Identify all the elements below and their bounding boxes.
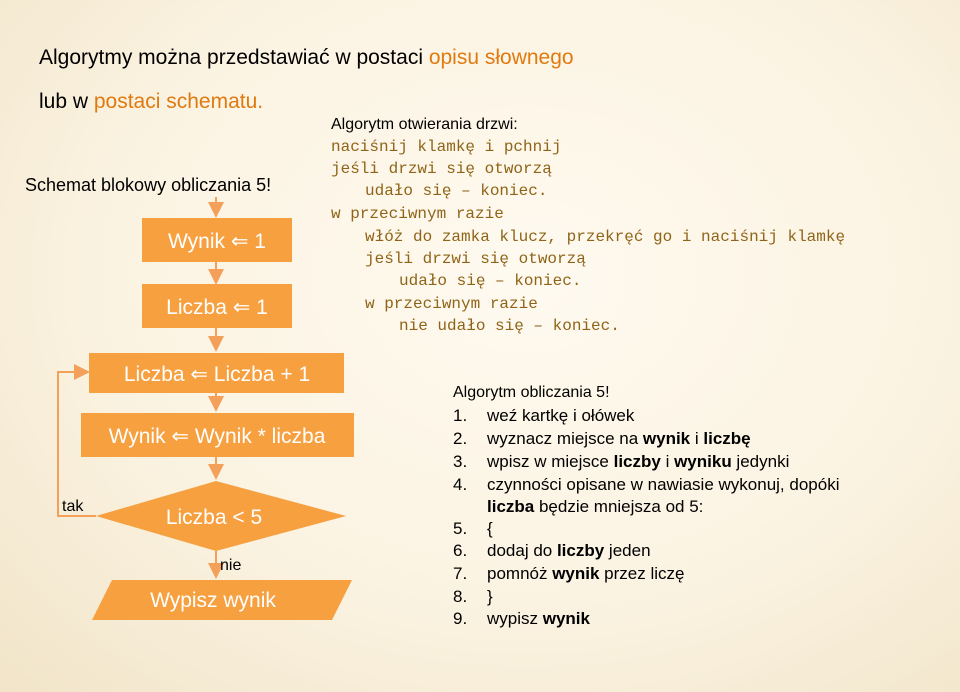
step-number: 4. [453, 475, 468, 494]
step-text: } [487, 587, 493, 606]
node-multiply-label: Wynik ⇐ Wynik * liczba [108, 425, 326, 448]
step-number: 7. [453, 564, 468, 583]
node-init-liczba-label: Liczba ⇐ 1 [166, 296, 268, 319]
step-keyword: wynik [642, 429, 691, 448]
step-keyword: wyniku [674, 452, 732, 471]
step-keyword: wynik [552, 564, 600, 583]
step-keyword: liczby [613, 452, 661, 471]
step-text: jedynki [731, 452, 790, 471]
step-number: 5. [453, 519, 468, 538]
step-text: wyznacz miejsce na [487, 429, 643, 448]
label-yes: tak [62, 498, 84, 515]
step-text: { [487, 519, 493, 538]
step-number: 9. [453, 609, 468, 628]
door-algorithm-title: Algorytm otwierania drzwi: [331, 116, 518, 133]
step-keyword: liczbę [703, 429, 751, 448]
factorial-step [453, 587, 493, 607]
intro-line-1-text: Algorytmy można przedstawiać w postaci [39, 46, 429, 69]
door-line-1: naciśnij klamkę i pchnij [331, 138, 562, 156]
step-text: i [690, 429, 704, 448]
factorial-step [453, 519, 493, 539]
door-line-2: jeśli drzwi się otworzą [331, 160, 552, 178]
factorial-step [453, 497, 703, 517]
step-text: wypisz [487, 609, 543, 628]
door-line-4: w przeciwnym razie [331, 205, 504, 223]
step-text: weź kartkę i ołówek [487, 406, 635, 425]
factorial-algorithm-title: Algorytm obliczania 5! [453, 384, 610, 401]
step-keyword: liczba [487, 497, 535, 516]
node-init-wynik-label: Wynik ⇐ 1 [168, 230, 266, 253]
step-number: 8. [453, 587, 468, 606]
intro-line-2-text: lub w [39, 90, 94, 113]
factorial-step [453, 609, 590, 629]
step-number: 1. [453, 406, 468, 425]
step-number: 2. [453, 429, 468, 448]
node-output-label: Wypisz wynik [150, 589, 276, 612]
step-keyword: wynik [542, 609, 590, 628]
intro-line-2-highlight: postaci schematu. [93, 90, 264, 113]
factorial-step [453, 475, 839, 495]
factorial-step [453, 564, 684, 584]
step-text: będzie mniejsza od 5: [534, 497, 704, 516]
door-line-3: udało się – koniec. [365, 182, 548, 200]
step-text: jeden [604, 541, 651, 560]
step-number: 6. [453, 541, 468, 560]
step-text: dodaj do [487, 541, 557, 560]
factorial-step [453, 429, 751, 449]
step-text: czynności opisane w nawiasie wykonuj, dopóki [487, 475, 840, 494]
step-text: przez liczę [599, 564, 685, 583]
factorial-step [453, 541, 651, 561]
step-text: wpisz w miejsce [487, 452, 614, 471]
door-line-9: nie udało się – koniec. [399, 317, 620, 335]
step-number: 3. [453, 452, 468, 471]
door-line-5: włóż do zamka klucz, przekręć go i naciśnij klamkę [365, 228, 846, 246]
step-text: pomnóż [487, 564, 553, 583]
factorial-step [453, 452, 789, 472]
step-keyword: liczby [556, 541, 605, 560]
flowchart-caption: Schemat blokowy obliczania 5! [25, 175, 272, 195]
intro-line-1-highlight: opisu słownego [428, 46, 574, 69]
node-increment-label: Liczba ⇐ Liczba + 1 [123, 363, 311, 386]
factorial-step [453, 406, 634, 426]
door-line-8: w przeciwnym razie [365, 295, 538, 313]
door-line-7: udało się – koniec. [399, 272, 582, 290]
node-condition-label: Liczba < 5 [165, 506, 263, 529]
door-line-6: jeśli drzwi się otworzą [365, 250, 586, 268]
label-no: nie [220, 557, 242, 574]
step-text: i [660, 452, 675, 471]
